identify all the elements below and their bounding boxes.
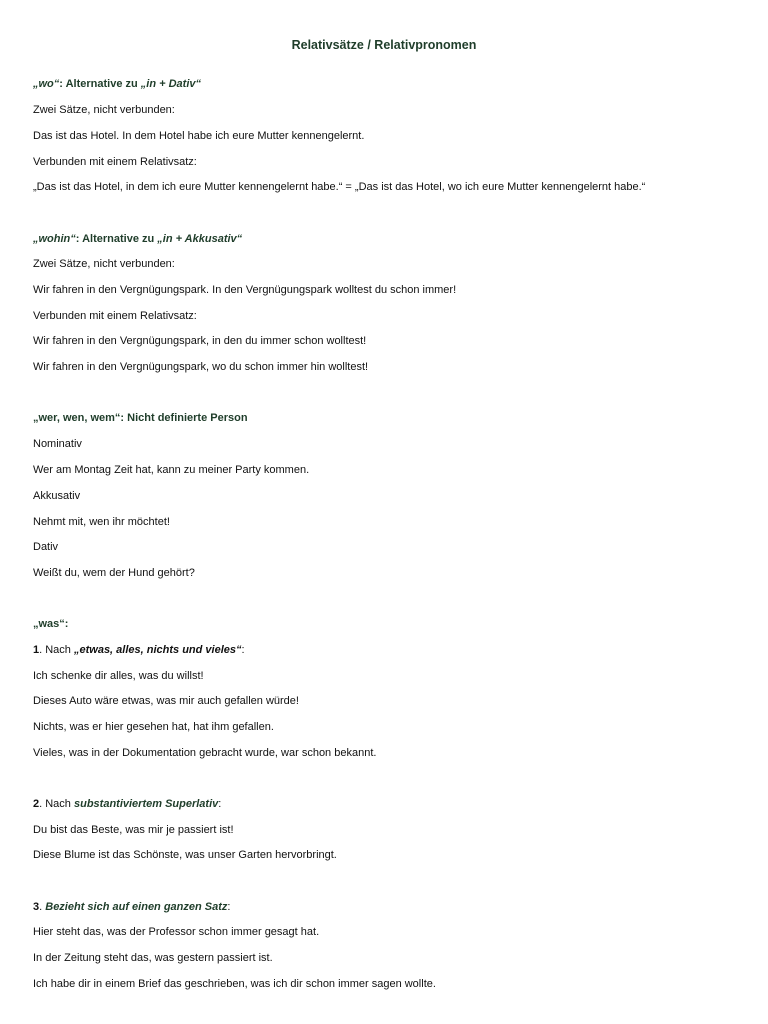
text-line: Wir fahren in den Vergnügungspark, wo du schon immer hin wolltest!: [33, 361, 369, 373]
subheading-text: :: [227, 901, 231, 913]
subheading-emphasis: Bezieht sich auf einen ganzen Satz: [45, 901, 228, 913]
text-line: Dieses Auto wäre etwas, was mir auch gefallen würde!: [33, 695, 299, 707]
case-label: Dativ: [33, 541, 59, 553]
text-line: Wir fahren in den Vergnügungspark. In den Vergnügungspark wolltest du schon immer!: [33, 284, 457, 296]
subheading-3: [33, 900, 230, 914]
subheading-text: .: [39, 901, 46, 913]
subheading-text: :: [241, 644, 245, 656]
text-line: Nehmt mit, wen ihr möchtet!: [33, 516, 170, 528]
text-line: Wer am Montag Zeit hat, kann zu meiner Party kommen.: [33, 464, 310, 476]
heading-keyword: „wohin“: [33, 233, 76, 245]
subheading-1: [33, 643, 245, 657]
case-label: Nominativ: [33, 438, 82, 450]
section-heading-wer: „wer, wen, wem“: Nicht definierte Person: [33, 412, 248, 424]
text-line: Du bist das Beste, was mir je passiert ist!: [33, 824, 234, 836]
text-line: Verbunden mit einem Relativsatz:: [33, 156, 197, 168]
heading-keyword: „wo“: [33, 78, 60, 90]
text-line: Weißt du, wem der Hund gehört?: [33, 567, 195, 579]
text-line: Das ist das Hotel. In dem Hotel habe ich eure Mutter kennengelernt.: [33, 130, 365, 142]
text-line: Zwei Sätze, nicht verbunden:: [33, 104, 175, 116]
text-line: Zwei Sätze, nicht verbunden:: [33, 258, 175, 270]
heading-expression: „in + Dativ“: [140, 78, 201, 90]
text-line: „Das ist das Hotel, in dem ich eure Mutter kennengelernt habe.“ = „Das ist das Hotel, wo ich eure Mutter kennengelernt habe.“: [33, 181, 646, 193]
text-line: Ich schenke dir alles, was du willst!: [33, 670, 204, 682]
subheading-number: 1: [33, 644, 40, 656]
text-line: In der Zeitung steht das, was gestern passiert ist.: [33, 952, 273, 964]
page-title: Relativsätze / Relativpronomen: [291, 38, 477, 52]
text-line: Diese Blume ist das Schönste, was unser Garten hervorbringt.: [33, 849, 337, 861]
subheading-emphasis: „etwas, alles, nichts und vieles“: [73, 644, 242, 656]
section-heading-wo: [33, 77, 201, 91]
text-line: Nichts, was er hier gesehen hat, hat ihm gefallen.: [33, 721, 274, 733]
subheading-number: 2: [33, 798, 40, 810]
heading-text: : Alternative zu: [59, 78, 141, 90]
subheading-number: 3: [33, 901, 40, 913]
subheading-text: . Nach: [39, 798, 74, 810]
section-heading-was: „was“:: [33, 618, 69, 630]
heading-text: : Alternative zu: [75, 233, 158, 245]
subheading-text: :: [218, 798, 222, 810]
section-heading-wohin: [33, 232, 242, 246]
heading-expression: „in + Akkusativ“: [157, 233, 243, 245]
text-line: Verbunden mit einem Relativsatz:: [33, 310, 197, 322]
text-line: Vieles, was in der Dokumentation gebracht wurde, war schon bekannt.: [33, 747, 377, 759]
subheading-2: [33, 797, 221, 811]
text-line: Ich habe dir in einem Brief das geschrieben, was ich dir schon immer sagen wollte.: [33, 978, 436, 990]
text-line: Hier steht das, was der Professor schon immer gesagt hat.: [33, 926, 320, 938]
text-line: Wir fahren in den Vergnügungspark, in den du immer schon wolltest!: [33, 335, 367, 347]
case-label: Akkusativ: [33, 490, 81, 502]
subheading-emphasis: substantiviertem Superlativ: [73, 798, 219, 810]
subheading-text: . Nach: [39, 644, 74, 656]
